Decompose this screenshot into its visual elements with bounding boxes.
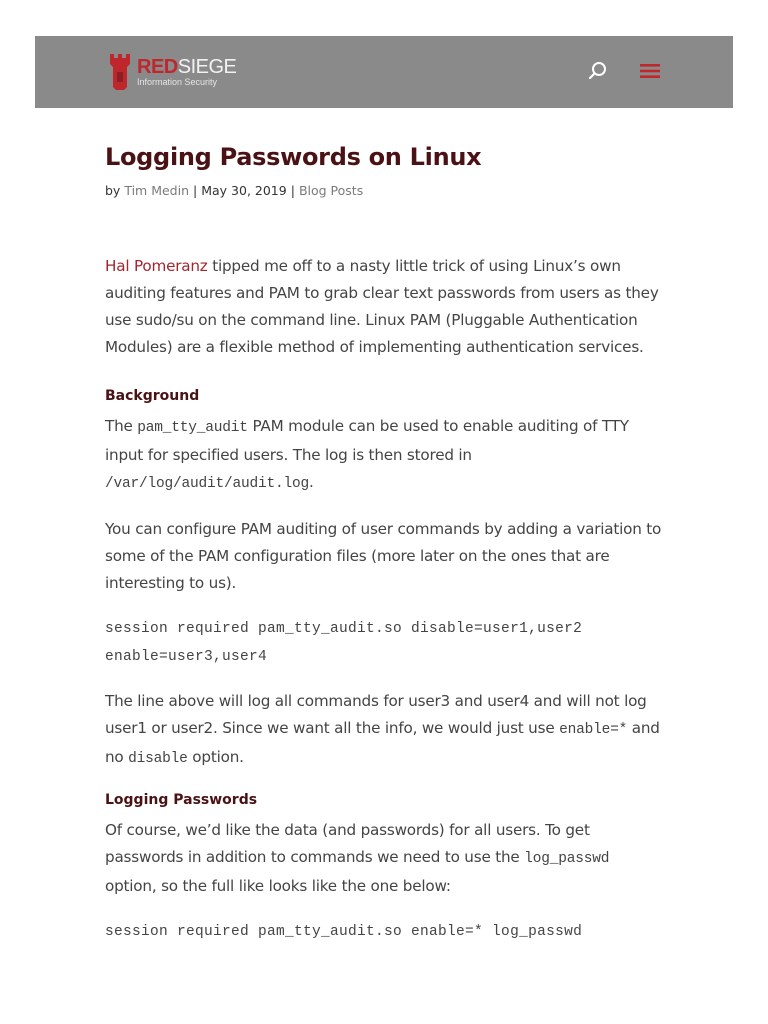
inline-code: enable=* — [559, 722, 628, 738]
meta-separator: | — [290, 183, 295, 198]
background-paragraph-1 — [105, 413, 665, 498]
text: and no — [105, 719, 660, 766]
inline-code: /var/log/audit/audit.log — [105, 476, 310, 492]
logo-wordmark — [137, 57, 236, 77]
text: option. — [187, 748, 244, 766]
castle-tower-logo-icon — [107, 52, 133, 92]
text: The — [105, 417, 138, 435]
inline-code: pam_tty_audit — [137, 420, 248, 436]
logo-red: RED — [137, 56, 178, 78]
search-icon[interactable] — [588, 61, 608, 81]
text: PAM module can be used to enable auditing of TTY input for specified users. The log is then stored in — [105, 417, 629, 464]
intro-text: tipped me off to a nasty little trick of using Linux’s own auditing features and PAM to grab clear text passwords from users as they use sudo/su on the command line. Linux PAM (Pluggable Authentication Modules) are a flexible method of implementing authentication services. — [105, 257, 659, 356]
heading-background: Background — [105, 388, 200, 404]
logging-paragraph — [105, 817, 665, 900]
text: option, so the full like looks like the one below: — [105, 877, 451, 895]
hal-pomeranz-link[interactable]: Hal Pomeranz — [105, 257, 208, 275]
code-block: session required pam_tty_audit.so enable=* log_passwd — [105, 924, 583, 940]
logo-text — [137, 57, 236, 87]
site-header — [35, 36, 733, 108]
meta-by: by — [105, 183, 121, 198]
inline-code: log_passwd — [524, 851, 610, 867]
background-paragraph-3 — [105, 688, 665, 773]
meta-separator: | — [193, 183, 198, 198]
logo-siege: SIEGE — [177, 56, 237, 78]
hamburger-menu-icon[interactable] — [639, 60, 661, 82]
heading-logging-passwords: Logging Passwords — [105, 792, 258, 808]
logo-tagline: Information Security — [137, 77, 218, 87]
article — [105, 140, 665, 946]
site-logo[interactable] — [107, 52, 236, 92]
intro-paragraph — [105, 253, 665, 361]
text: . — [309, 473, 314, 491]
background-paragraph-2: You can configure PAM auditing of user commands by adding a variation to some of the PAM configuration files (more later on the ones that are interesting to us). — [105, 520, 662, 592]
post-meta — [105, 182, 665, 200]
code-block: session required pam_tty_audit.so disable=user1,user2 enable=user3,user4 — [105, 621, 592, 665]
author-link[interactable]: Tim Medin — [124, 183, 190, 198]
inline-code: disable — [128, 751, 188, 767]
post-date: May 30, 2019 — [201, 183, 287, 198]
post-title: Logging Passwords on Linux — [105, 143, 482, 171]
text: The line above will log all commands for user3 and user4 and will not log user1 or user2. Since we want all the info, we would just use — [105, 692, 647, 737]
category-link[interactable]: Blog Posts — [298, 183, 364, 198]
text: Of course, we’d like the data (and passwords) for all users. To get passwords in addition to commands we need to use the — [105, 821, 590, 866]
